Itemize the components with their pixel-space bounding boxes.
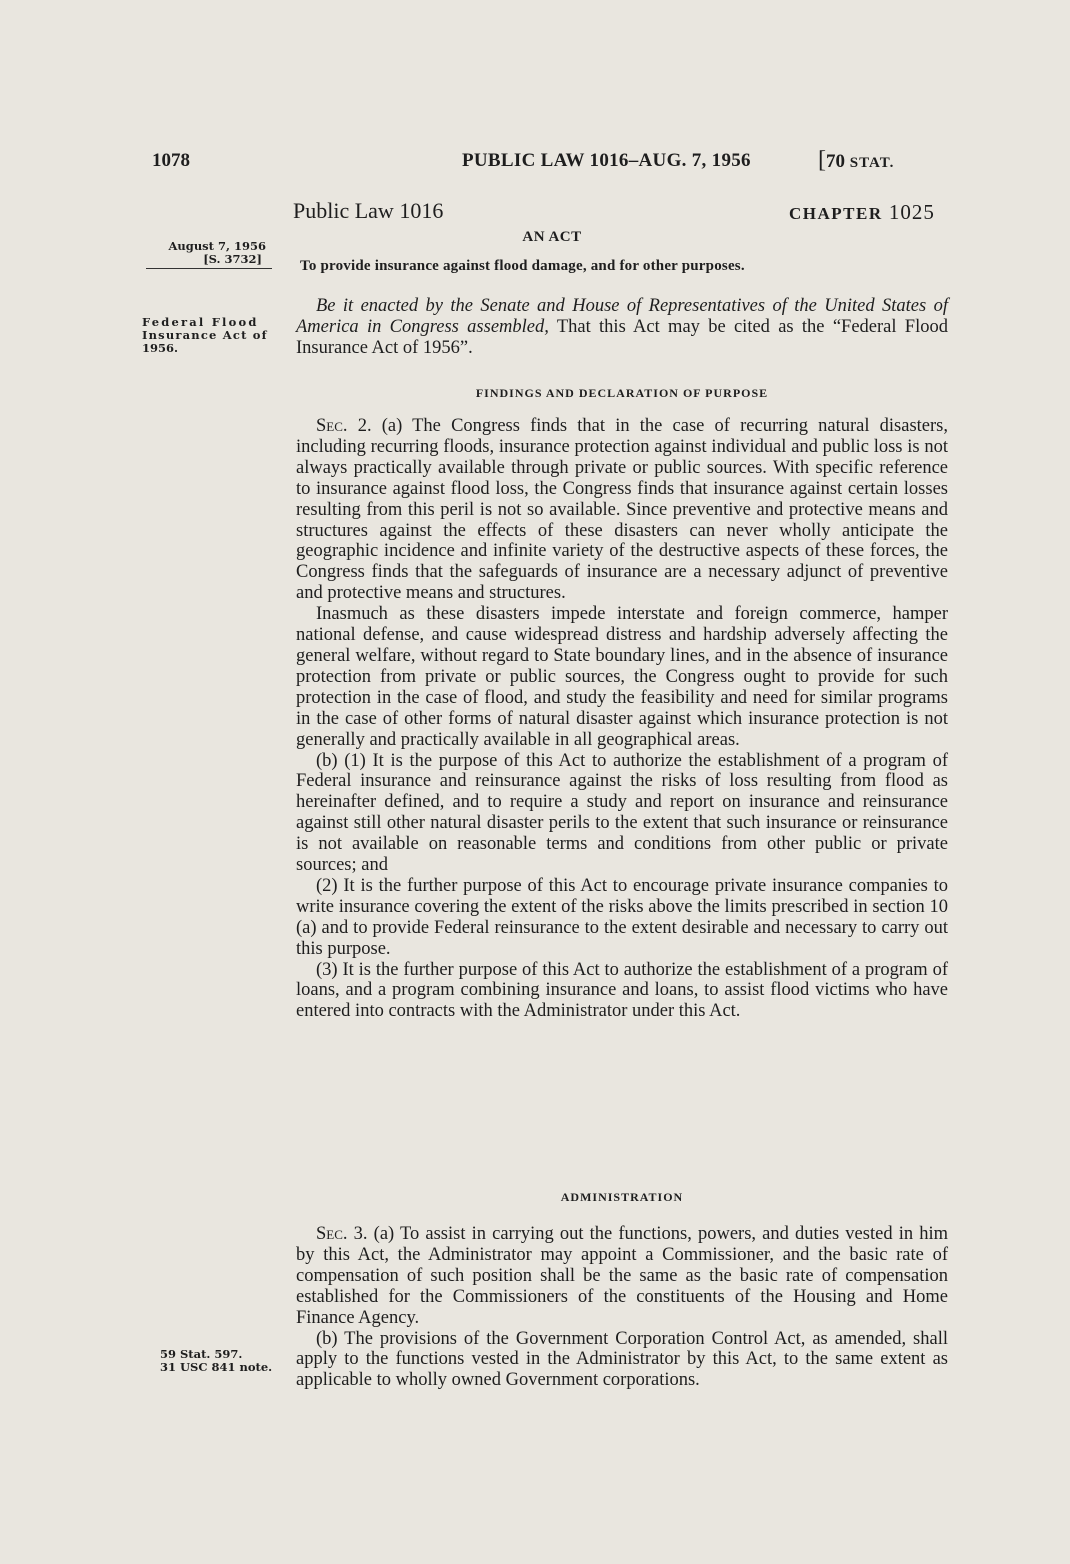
enacting-clause bbox=[296, 296, 948, 359]
chapter-heading bbox=[789, 200, 935, 225]
margin-insurance-act: Insurance Act of bbox=[142, 328, 268, 342]
sec3-label: Sec. bbox=[316, 1224, 348, 1244]
section-2 bbox=[296, 416, 948, 1022]
margin-note-short-title bbox=[142, 316, 280, 355]
margin-stat-ref: 59 Stat. 597. bbox=[160, 1347, 243, 1361]
act-purpose: To provide insurance against flood damage, and for other purposes. bbox=[300, 258, 745, 274]
statute-volume bbox=[818, 147, 894, 174]
sec2-text-a: 2. (a) The Congress finds that in the case of recurring natural disasters, including recurring floods, insurance protection against individual and public loss is not always practically available through private or public sources. With specific reference to insurance against flood loss, the Congress finds that insurance against certain losses resulting from this peril is not so available. Since preventive and protective means and structures against the effects of these disasters can never wholly anticipate the geographic incidence and infinite variety of the destructive aspects of these forces, the Congress finds that the safeguards of insurance are a necessary adjunct of preventive and protective means and structures. bbox=[296, 416, 948, 604]
sec2-paragraph-b2: (2) It is the further purpose of this Act to encourage private insurance companies to write insurance covering the extent of the risks above the limits prescribed in section 10 (a) and to provide Federal reinsurance to the extent desirable and necessary to carry out this purpose. bbox=[296, 875, 948, 959]
sec2-paragraph-inasmuch: Inasmuch as these disasters impede interstate and foreign commerce, hamper national defense, and cause widespread distress and hardship adversely affecting the general welfare, without regard to State boundary lines, and in the absence of insurance protection from private or public sources, the Congress ought to provide for such protection in the case of flood, and study the feasibility and need for similar programs in the case of other forms of natural disaster against which insurance protection is not generally and practically available in all geographical areas. bbox=[296, 604, 948, 750]
section-heading-administration: ADMINISTRATION bbox=[560, 1190, 684, 1204]
stat-bracket: [ bbox=[818, 147, 826, 173]
margin-note-citation bbox=[160, 1348, 280, 1374]
sec2-paragraph-b1: (b) (1) It is the purpose of this Act to authorize the establishment of a program of Federal insurance and reinsurance against the risks of loss resulting from flood as hereinafter defined, and to require a study and report on insurance and reinsurance against still other natural disaster perils to the extent that such insurance or reinsurance is not available on reasonable terms and conditions from other public or private sources; and bbox=[296, 750, 948, 876]
running-header-title: PUBLIC LAW 1016–AUG. 7, 1956 bbox=[462, 150, 751, 171]
margin-note-date bbox=[142, 240, 266, 266]
an-act-heading: AN ACT bbox=[522, 229, 582, 245]
margin-year: 1956. bbox=[142, 341, 179, 355]
chapter-word: CHAPTER bbox=[789, 204, 883, 223]
margin-bill: [S. 3732] bbox=[203, 252, 262, 266]
margin-date: August 7, 1956 bbox=[168, 239, 266, 253]
stat-label: STAT. bbox=[849, 155, 895, 171]
sec2-paragraph-a bbox=[296, 416, 948, 604]
sec3-paragraph-a bbox=[296, 1224, 948, 1329]
sec3-paragraph-b: (b) The provisions of the Government Corporation Control Act, as amended, shall apply to the functions vested in the Administrator by this Act, to the same extent as applicable to wholly owned Government corporations. bbox=[296, 1328, 948, 1391]
section-heading-findings: FINDINGS AND DECLARATION OF PURPOSE bbox=[475, 386, 769, 400]
margin-federal-flood: Federal Flood bbox=[142, 315, 259, 329]
sec3-text-a: 3. (a) To assist in carrying out the functions, powers, and duties vested in him by this Act, the Administrator may appoint a Commissioner, and the basic rate of compensation of such position shall be the same as the basic rate of compensation established for the Commissioners of the constituents of the Housing and Home Finance Agency. bbox=[296, 1224, 948, 1328]
chapter-number: 1025 bbox=[888, 200, 935, 224]
law-title: Public Law 1016 bbox=[293, 198, 444, 223]
margin-usc-ref: 31 USC 841 note. bbox=[160, 1360, 273, 1374]
enacting-text: That this Act may be cited as the “Federal Flood Insurance Act of 1956”. bbox=[296, 316, 948, 358]
margin-divider bbox=[146, 268, 272, 269]
section-3 bbox=[296, 1224, 948, 1391]
stat-number: 70 bbox=[826, 151, 845, 172]
sec2-label: Sec. bbox=[316, 416, 348, 436]
sec2-paragraph-b3: (3) It is the further purpose of this Act to authorize the establishment of a program of loans, and a program combining insurance and loans, to assist flood victims who have entered into contracts with the Administrator under this Act. bbox=[296, 959, 948, 1022]
page-number: 1078 bbox=[152, 150, 190, 171]
enacting-italic: Be it enacted by the Senate and House of Representatives of the United States of America in Congress assembled, bbox=[296, 296, 948, 337]
